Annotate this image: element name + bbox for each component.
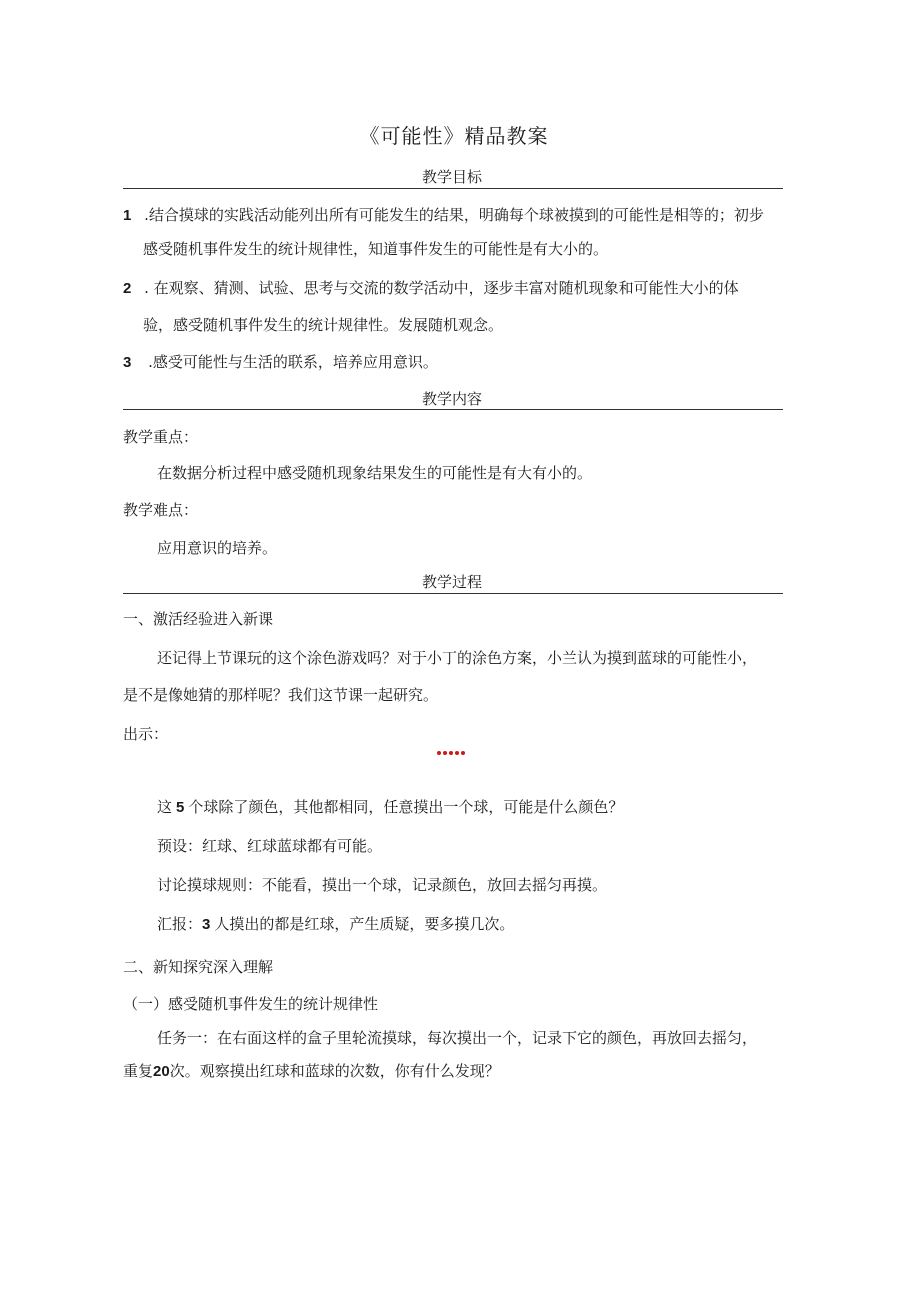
goal-text: . 在观察、猜测、试验、思考与交流的数学活动中，逐步丰富对随机现象和可能性大小的体 bbox=[144, 279, 739, 297]
difficulty-label: 教学难点： bbox=[123, 501, 199, 519]
goal-item-1-continued: 感受随机事件发生的统计规律性，知道事件发生的可能性是有大小的。 bbox=[143, 240, 609, 258]
part1-heading: 一、激活经验进入新课 bbox=[123, 610, 274, 628]
task-paragraph-continued bbox=[123, 1060, 500, 1081]
ball-dot bbox=[461, 751, 465, 755]
goal-item-1 bbox=[123, 204, 764, 225]
ball-dot bbox=[449, 751, 453, 755]
section-heading-process: 教学过程 bbox=[421, 573, 482, 591]
rule-text: 讨论摸球规则：不能看，摸出一个球，记录颜色，放回去摇匀再摸。 bbox=[157, 876, 608, 894]
text-part: 这 bbox=[157, 798, 173, 816]
ball-dot bbox=[455, 751, 459, 755]
difficulty-text: 应用意识的培养。 bbox=[157, 539, 278, 557]
part2-heading: 二、新知探究深入理解 bbox=[123, 958, 274, 976]
text-part: 个球除了颜色，其他都相同，任意摸出一个球，可能是什么颜色？ bbox=[188, 798, 624, 816]
goal-text: .感受可能性与生活的联系，培养应用意识。 bbox=[148, 353, 438, 371]
preset-text: 预设：红球、红球蓝球都有可能。 bbox=[157, 837, 383, 855]
goal-item-2-continued: 验，感受随机事件发生的统计规律性。发展随机观念。 bbox=[143, 316, 504, 334]
report-text bbox=[157, 913, 514, 934]
divider-rule bbox=[123, 593, 783, 594]
balls-question bbox=[157, 796, 623, 817]
goal-text: .结合摸球的实践活动能列出所有可能发生的结果，明确每个球被摸到的可能性是相等的；初步 bbox=[144, 206, 764, 224]
ball-dot bbox=[443, 751, 447, 755]
goal-number: 2 bbox=[123, 280, 132, 297]
divider-rule bbox=[123, 409, 783, 410]
report-count: 3 bbox=[202, 916, 211, 933]
task-paragraph: 任务一：在右面这样的盒子里轮流摸球，每次摸出一个，记录下它的颜色，再放回去摇匀， bbox=[157, 1029, 758, 1047]
divider-rule bbox=[123, 188, 783, 189]
key-point-text: 在数据分析过程中感受随机现象结果发生的可能性是有大有小的。 bbox=[157, 464, 593, 482]
goal-number: 3 bbox=[123, 354, 132, 371]
ball-count: 5 bbox=[176, 799, 185, 816]
section-heading-content: 教学内容 bbox=[421, 390, 482, 408]
goal-item-3 bbox=[123, 351, 438, 372]
goal-number: 1 bbox=[123, 207, 132, 224]
ball-dots-image bbox=[437, 751, 465, 755]
document-title: 《可能性》精品教案 bbox=[359, 124, 549, 148]
section-heading-goals: 教学目标 bbox=[421, 168, 482, 186]
text-part: 次。观察摸出红球和蓝球的次数，你有什么发现？ bbox=[169, 1062, 500, 1080]
key-point-label: 教学重点： bbox=[123, 428, 199, 446]
part1-paragraph: 还记得上节课玩的这个涂色游戏吗？对于小丁的涂色方案，小兰认为摸到蓝球的可能性小， bbox=[157, 649, 758, 667]
show-label: 出示： bbox=[123, 725, 169, 743]
ball-dot bbox=[437, 751, 441, 755]
sub1-heading: （一）感受随机事件发生的统计规律性 bbox=[123, 995, 379, 1013]
text-part: 重复 bbox=[123, 1062, 154, 1080]
part1-paragraph-continued: 是不是像她猜的那样呢？我们这节课一起研究。 bbox=[123, 686, 439, 704]
text-part: 汇报： bbox=[157, 915, 203, 933]
repeat-count: 20 bbox=[153, 1063, 170, 1080]
text-part: 人摸出的都是红球，产生质疑，要多摸几次。 bbox=[214, 915, 515, 933]
goal-item-2 bbox=[123, 277, 739, 298]
